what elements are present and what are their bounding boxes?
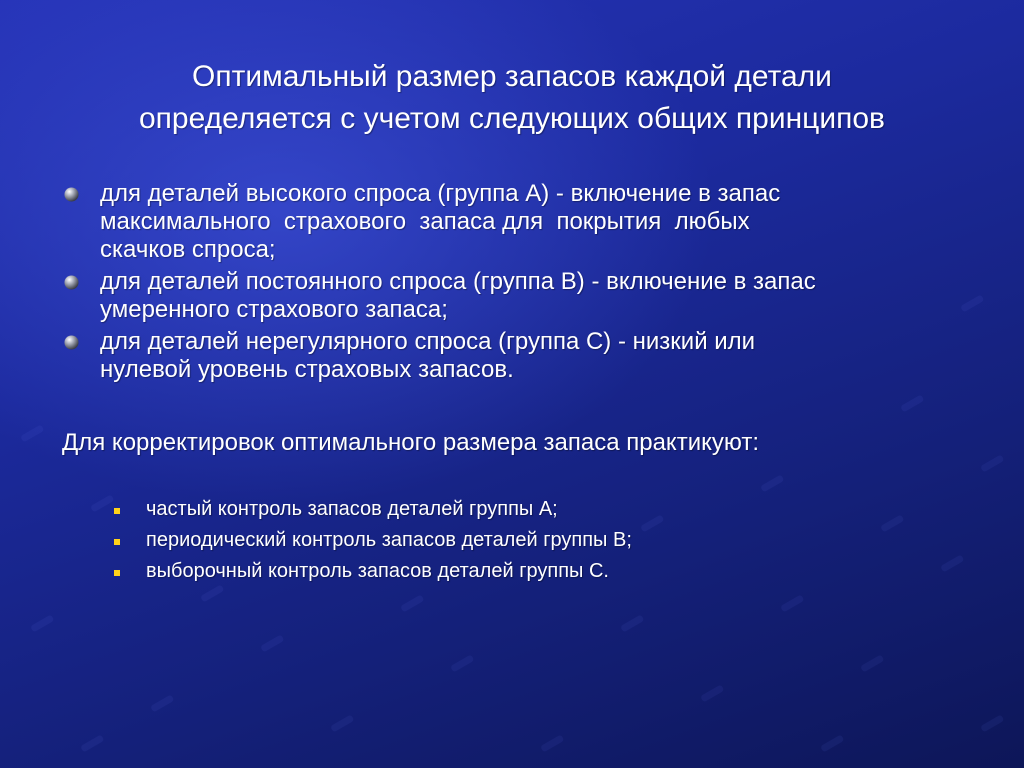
- correction-text: частый контроль запасов деталей группы А;: [146, 498, 558, 520]
- principle-item-group-b: [62, 268, 962, 324]
- principles-list: [62, 180, 962, 388]
- principle-line: максимального страхового запаса для покрытия любых: [100, 208, 750, 235]
- correction-text: выборочный контроль запасов деталей группы С.: [146, 560, 609, 582]
- square-bullet-icon: [114, 539, 120, 545]
- principle-line: нулевой уровень страховых запасов.: [100, 356, 514, 383]
- sphere-bullet-icon: [64, 275, 79, 290]
- principle-line: скачков спроса;: [100, 236, 276, 263]
- principle-line: для деталей постоянного спроса (группа В) - включение в запас: [100, 268, 816, 295]
- square-bullet-icon: [114, 508, 120, 514]
- principle-line: для деталей нерегулярного спроса (группа С) - низкий или: [100, 328, 756, 355]
- principle-line: для деталей высокого спроса (группа А) - включение в запас: [100, 180, 781, 207]
- corrections-intro: Для корректировок оптимального размера запаса практикуют:: [62, 429, 759, 456]
- slide-title: [40, 56, 984, 140]
- principle-item-group-c: [62, 328, 962, 384]
- sphere-bullet-icon: [64, 187, 79, 202]
- correction-item-group-b: [112, 525, 912, 556]
- square-bullet-icon: [114, 570, 120, 576]
- correction-text: периодический контроль запасов деталей группы В;: [146, 529, 632, 551]
- principle-line: умеренного страхового запаса;: [100, 296, 448, 323]
- corrections-list: [112, 494, 912, 587]
- principle-item-group-a: [62, 180, 962, 264]
- correction-item-group-a: [112, 494, 912, 525]
- sphere-bullet-icon: [64, 335, 79, 350]
- title-line-1: Оптимальный размер запасов каждой детали: [192, 60, 832, 93]
- correction-item-group-c: [112, 556, 912, 587]
- title-line-2: определяется с учетом следующих общих принципов: [139, 102, 885, 135]
